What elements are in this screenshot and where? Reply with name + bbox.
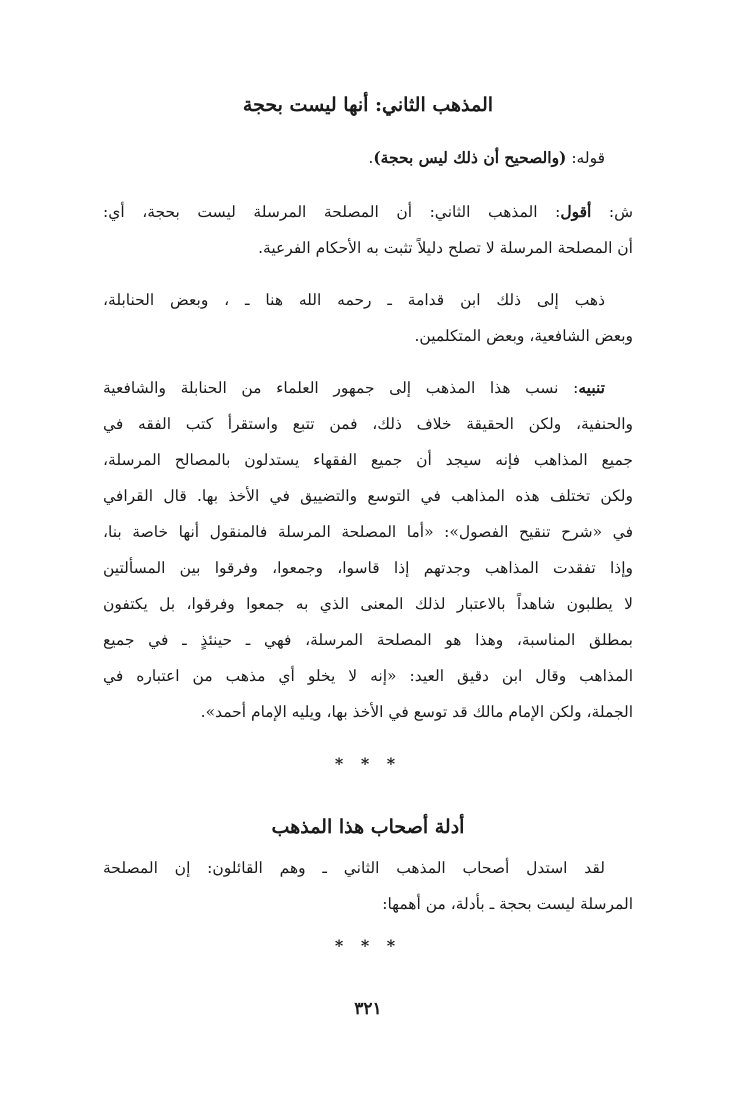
note-line-5: في «شرح تنقيح الفصول»: «أما المصلحة المرسلة فالمنقول أنها خاصة بنا، xyxy=(103,523,633,541)
note-line-3: جميع المذاهب فإنه سيجد أن جميع الفقهاء يستدلون بالمصالح المرسلة، xyxy=(103,451,633,469)
note-line-9: المذاهب وقال ابن دقيق العيد: «إنه لا يخلو أي مذهب من اعتباره في xyxy=(103,667,633,685)
commentary-paragraph xyxy=(103,194,633,266)
quote-lead: قوله: xyxy=(566,149,605,167)
note-line-4: ولكن تختلف هذه المذاهب في التوسع والتضييق في الأخذ بها. قال القرافي xyxy=(103,487,633,505)
note-line-8: بمطلق المناسبة، وهذا هو المصلحة المرسلة، فهي ـ حينئذٍ ـ في جميع xyxy=(103,631,633,649)
note-rest: : نسب هذا المذهب إلى جمهور العلماء من الحنابلة والشافعية xyxy=(103,379,579,397)
commentary-line-1 xyxy=(103,194,633,230)
quoted-statement xyxy=(103,140,633,176)
note-line-7: لا يطلبون شاهداً بالاعتبار لذلك المعنى الذي به جمعوا وفرقوا، بل يكتفون xyxy=(103,595,633,613)
adherents-line-1: ذهب إلى ذلك ابن قدامة ـ رحمه الله هنا ـ ، وبعض الحنابلة، xyxy=(103,291,605,309)
quote-bold-text: (والصحيح أن ذلك ليس بحجة) xyxy=(373,148,567,167)
note-line-1 xyxy=(103,370,633,406)
note-line-6: وإذا تفقدت المذاهب وجدتهم إذا قاسوا، وجمعوا، وفرقوا بين المسألتين xyxy=(103,559,633,577)
commentary-line-2: أن المصلحة المرسلة لا تصلح دليلاً تثبت به الأحكام الفرعية. xyxy=(258,239,633,257)
adherents-line-2: وبعض الشافعية، وبعض المتكلمين. xyxy=(414,327,633,345)
adherents-paragraph xyxy=(103,282,633,354)
note-paragraph xyxy=(103,370,633,730)
commentary-lead: ش: xyxy=(591,203,634,221)
note-line-10: الجملة، ولكن الإمام مالك قد توسع في الأخذ بها، ويليه الإمام أحمد». xyxy=(200,703,633,721)
section-separator-2: * * * xyxy=(334,936,402,955)
commentary-rest: : المذهب الثاني: أن المصلحة المرسلة ليست بحجة، أي: xyxy=(103,203,561,221)
evidence-paragraph xyxy=(103,850,633,922)
note-line-2: والحنفية، ولكن الحقيقة خلاف ذلك، فمن تتبع واستقرأ كتب الفقه في xyxy=(103,415,633,433)
evidence-line-1: لقد استدل أصحاب المذهب الثاني ـ وهم القائلون: إن المصلحة xyxy=(103,859,605,877)
note-label: تنبيه xyxy=(578,378,605,397)
section-separator: * * * xyxy=(334,754,402,773)
commentary-bold: أقول xyxy=(560,202,592,221)
page-number: ٣٢١ xyxy=(354,999,382,1019)
evidence-line-2: المرسلة ليست بحجة ـ بأدلة، من أهمها: xyxy=(382,895,633,913)
quote-tail: . xyxy=(368,149,374,167)
section-heading: المذهب الثاني: أنها ليست بحجة xyxy=(242,94,494,116)
evidence-heading: أدلة أصحاب هذا المذهب xyxy=(271,816,465,838)
quote-line xyxy=(103,140,633,176)
